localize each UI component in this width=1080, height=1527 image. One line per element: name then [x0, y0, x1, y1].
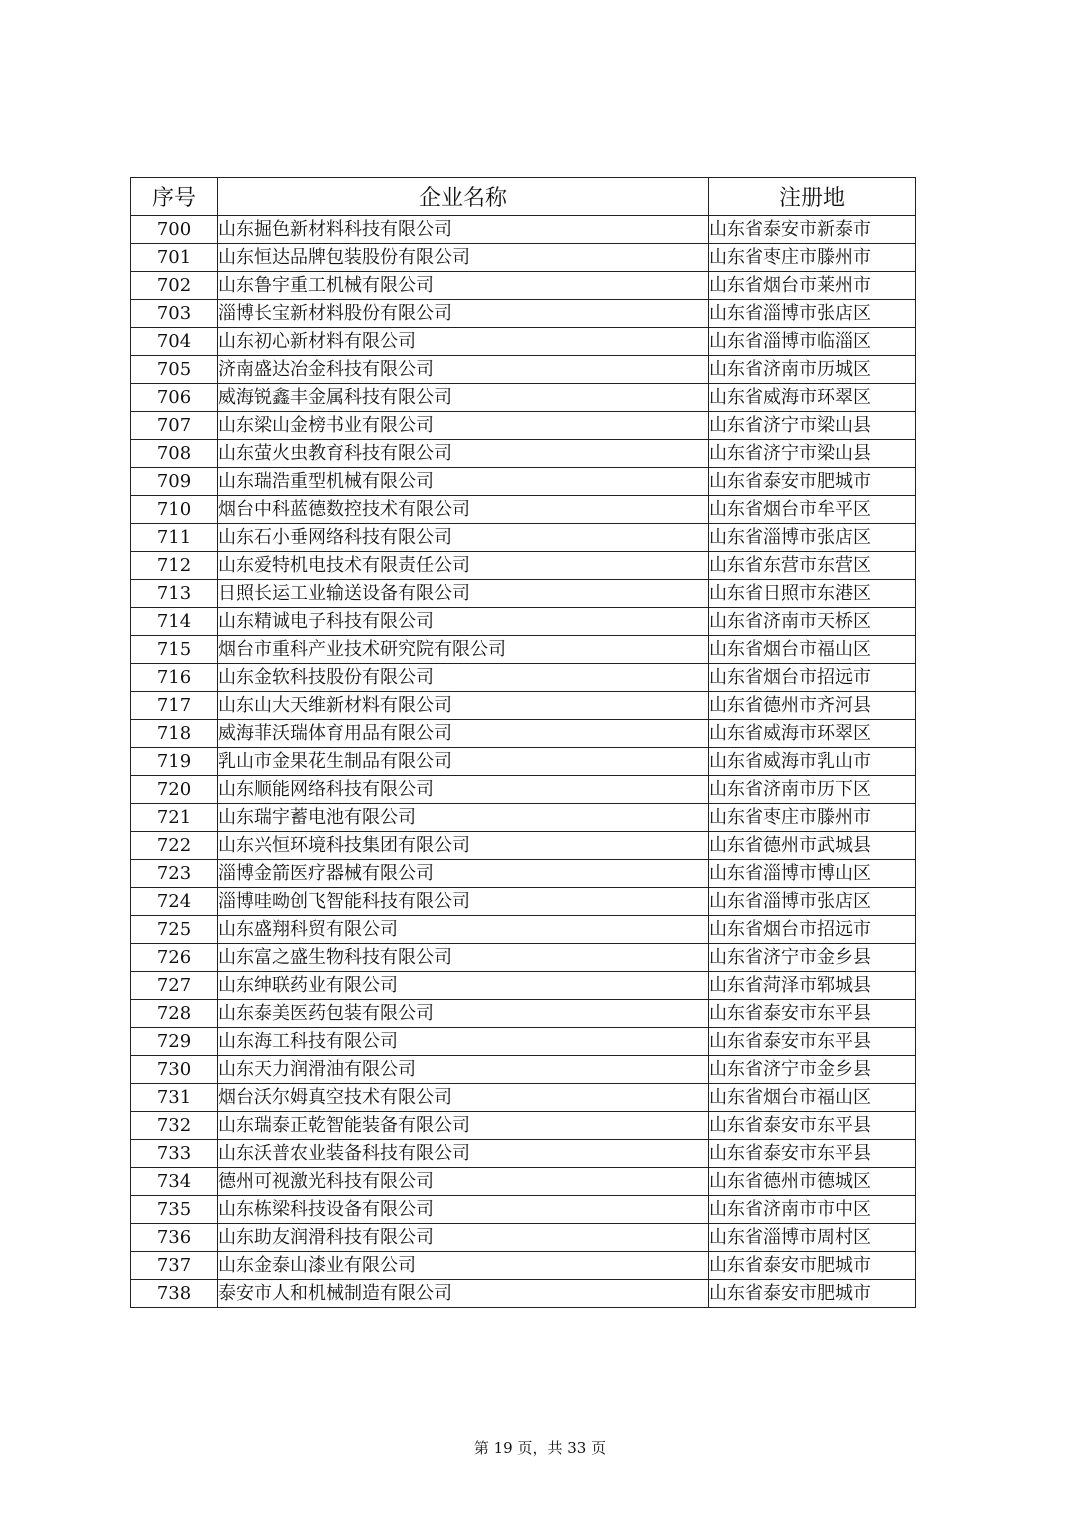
serial-number-cell: 716	[131, 664, 218, 692]
registered-location-cell: 山东省威海市环翠区	[709, 720, 916, 748]
serial-number-cell: 729	[131, 1028, 218, 1056]
enterprise-name-cell: 山东海工科技有限公司	[218, 1028, 709, 1056]
table-row	[131, 552, 916, 580]
table-row	[131, 804, 916, 832]
table-row	[131, 440, 916, 468]
registered-location-cell: 山东省泰安市东平县	[709, 1028, 916, 1056]
table-row	[131, 888, 916, 916]
table-row	[131, 1168, 916, 1196]
table-row	[131, 608, 916, 636]
enterprise-name-cell: 山东天力润滑油有限公司	[218, 1056, 709, 1084]
table-row	[131, 860, 916, 888]
table-row	[131, 1280, 916, 1308]
enterprise-name-cell: 山东兴恒环境科技集团有限公司	[218, 832, 709, 860]
registered-location-cell: 山东省淄博市张店区	[709, 300, 916, 328]
registered-location-cell: 山东省菏泽市郓城县	[709, 972, 916, 1000]
registered-location-cell: 山东省烟台市莱州市	[709, 272, 916, 300]
serial-number-cell: 709	[131, 468, 218, 496]
table-row	[131, 664, 916, 692]
registered-location-cell: 山东省淄博市临淄区	[709, 328, 916, 356]
enterprise-name-cell: 山东助友润滑科技有限公司	[218, 1224, 709, 1252]
registered-location-cell: 山东省济南市市中区	[709, 1196, 916, 1224]
serial-number-cell: 718	[131, 720, 218, 748]
registered-location-cell: 山东省泰安市东平县	[709, 1000, 916, 1028]
serial-number-cell: 711	[131, 524, 218, 552]
enterprise-name-cell: 德州可视激光科技有限公司	[218, 1168, 709, 1196]
table-row	[131, 412, 916, 440]
serial-number-cell: 728	[131, 1000, 218, 1028]
table-row	[131, 720, 916, 748]
table-row	[131, 524, 916, 552]
serial-number-cell: 725	[131, 916, 218, 944]
registered-location-cell: 山东省济南市天桥区	[709, 608, 916, 636]
serial-number-cell: 737	[131, 1252, 218, 1280]
registered-location-cell: 山东省德州市武城县	[709, 832, 916, 860]
serial-number-cell: 707	[131, 412, 218, 440]
page-footer: 第 19 页，共 33 页	[473, 1439, 607, 1457]
enterprise-name-cell: 山东泰美医药包装有限公司	[218, 1000, 709, 1028]
table-row	[131, 1000, 916, 1028]
registered-location-cell: 山东省泰安市东平县	[709, 1140, 916, 1168]
serial-number-cell: 719	[131, 748, 218, 776]
enterprise-name-cell: 山东萤火虫教育科技有限公司	[218, 440, 709, 468]
table-row	[131, 468, 916, 496]
registered-location-cell: 山东省济南市历城区	[709, 356, 916, 384]
table-row	[131, 1112, 916, 1140]
table-row	[131, 272, 916, 300]
table-row	[131, 916, 916, 944]
enterprise-name-cell: 山东鲁宇重工机械有限公司	[218, 272, 709, 300]
table-header-row	[131, 178, 916, 216]
registered-location-cell: 山东省烟台市福山区	[709, 636, 916, 664]
serial-number-cell: 735	[131, 1196, 218, 1224]
enterprise-name-cell: 山东绅联药业有限公司	[218, 972, 709, 1000]
registered-location-cell: 山东省烟台市牟平区	[709, 496, 916, 524]
serial-number-cell: 727	[131, 972, 218, 1000]
table-row	[131, 692, 916, 720]
enterprise-name-cell: 淄博长宝新材料股份有限公司	[218, 300, 709, 328]
enterprise-table	[130, 177, 916, 1308]
registered-location-cell: 山东省淄博市张店区	[709, 524, 916, 552]
serial-number-cell: 731	[131, 1084, 218, 1112]
enterprise-name-cell: 威海菲沃瑞体育用品有限公司	[218, 720, 709, 748]
serial-number-cell: 717	[131, 692, 218, 720]
enterprise-name-cell: 济南盛达冶金科技有限公司	[218, 356, 709, 384]
registered-location-cell: 山东省德州市齐河县	[709, 692, 916, 720]
enterprise-name-cell: 泰安市人和机械制造有限公司	[218, 1280, 709, 1308]
serial-number-cell: 708	[131, 440, 218, 468]
registered-location-cell: 山东省泰安市东平县	[709, 1112, 916, 1140]
enterprise-name-cell: 威海锐鑫丰金属科技有限公司	[218, 384, 709, 412]
header-serial-number: 序号	[131, 178, 218, 216]
table-row	[131, 216, 916, 244]
registered-location-cell: 山东省东营市东营区	[709, 552, 916, 580]
registered-location-cell: 山东省淄博市张店区	[709, 888, 916, 916]
table-row	[131, 776, 916, 804]
serial-number-cell: 721	[131, 804, 218, 832]
table-row	[131, 1028, 916, 1056]
registered-location-cell: 山东省济宁市梁山县	[709, 412, 916, 440]
enterprise-name-cell: 烟台沃尔姆真空技术有限公司	[218, 1084, 709, 1112]
serial-number-cell: 705	[131, 356, 218, 384]
registered-location-cell: 山东省威海市环翠区	[709, 384, 916, 412]
registered-location-cell: 山东省枣庄市滕州市	[709, 804, 916, 832]
table-row	[131, 384, 916, 412]
registered-location-cell: 山东省威海市乳山市	[709, 748, 916, 776]
enterprise-name-cell: 乳山市金果花生制品有限公司	[218, 748, 709, 776]
table-row	[131, 832, 916, 860]
table-row	[131, 944, 916, 972]
table-row	[131, 496, 916, 524]
enterprise-name-cell: 山东瑞宇蓄电池有限公司	[218, 804, 709, 832]
registered-location-cell: 山东省淄博市博山区	[709, 860, 916, 888]
registered-location-cell: 山东省枣庄市滕州市	[709, 244, 916, 272]
serial-number-cell: 720	[131, 776, 218, 804]
enterprise-name-cell: 山东瑞浩重型机械有限公司	[218, 468, 709, 496]
enterprise-name-cell: 山东顺能网络科技有限公司	[218, 776, 709, 804]
enterprise-name-cell: 山东富之盛生物科技有限公司	[218, 944, 709, 972]
registered-location-cell: 山东省泰安市肥城市	[709, 1280, 916, 1308]
enterprise-name-cell: 山东石小垂网络科技有限公司	[218, 524, 709, 552]
serial-number-cell: 732	[131, 1112, 218, 1140]
table-row	[131, 1084, 916, 1112]
table-row	[131, 580, 916, 608]
table-row	[131, 328, 916, 356]
enterprise-name-cell: 烟台中科蓝德数控技术有限公司	[218, 496, 709, 524]
serial-number-cell: 723	[131, 860, 218, 888]
registered-location-cell: 山东省淄博市周村区	[709, 1224, 916, 1252]
serial-number-cell: 703	[131, 300, 218, 328]
table-row	[131, 1196, 916, 1224]
header-registered-location: 注册地	[709, 178, 916, 216]
enterprise-name-cell: 山东梁山金榜书业有限公司	[218, 412, 709, 440]
table-row	[131, 636, 916, 664]
registered-location-cell: 山东省烟台市招远市	[709, 664, 916, 692]
serial-number-cell: 713	[131, 580, 218, 608]
serial-number-cell: 701	[131, 244, 218, 272]
serial-number-cell: 734	[131, 1168, 218, 1196]
enterprise-name-cell: 山东金软科技股份有限公司	[218, 664, 709, 692]
enterprise-name-cell: 山东金泰山漆业有限公司	[218, 1252, 709, 1280]
enterprise-name-cell: 山东瑞泰正乾智能装备有限公司	[218, 1112, 709, 1140]
registered-location-cell: 山东省日照市东港区	[709, 580, 916, 608]
serial-number-cell: 722	[131, 832, 218, 860]
serial-number-cell: 700	[131, 216, 218, 244]
table-row	[131, 972, 916, 1000]
enterprise-name-cell: 烟台市重科产业技术研究院有限公司	[218, 636, 709, 664]
table-row	[131, 300, 916, 328]
enterprise-name-cell: 淄博金箭医疗器械有限公司	[218, 860, 709, 888]
enterprise-name-cell: 日照长运工业输送设备有限公司	[218, 580, 709, 608]
serial-number-cell: 702	[131, 272, 218, 300]
table-row	[131, 244, 916, 272]
enterprise-name-cell: 山东精诚电子科技有限公司	[218, 608, 709, 636]
table-row	[131, 1056, 916, 1084]
registered-location-cell: 山东省济宁市梁山县	[709, 440, 916, 468]
registered-location-cell: 山东省济宁市金乡县	[709, 944, 916, 972]
enterprise-name-cell: 山东沃普农业装备科技有限公司	[218, 1140, 709, 1168]
registered-location-cell: 山东省泰安市肥城市	[709, 468, 916, 496]
serial-number-cell: 712	[131, 552, 218, 580]
enterprise-name-cell: 山东掘色新材料科技有限公司	[218, 216, 709, 244]
registered-location-cell: 山东省德州市德城区	[709, 1168, 916, 1196]
enterprise-name-cell: 山东栋梁科技设备有限公司	[218, 1196, 709, 1224]
table-row	[131, 1140, 916, 1168]
enterprise-name-cell: 山东山大天维新材料有限公司	[218, 692, 709, 720]
registered-location-cell: 山东省烟台市招远市	[709, 916, 916, 944]
registered-location-cell: 山东省济宁市金乡县	[709, 1056, 916, 1084]
serial-number-cell: 736	[131, 1224, 218, 1252]
serial-number-cell: 715	[131, 636, 218, 664]
serial-number-cell: 710	[131, 496, 218, 524]
serial-number-cell: 738	[131, 1280, 218, 1308]
enterprise-name-cell: 山东爱特机电技术有限责任公司	[218, 552, 709, 580]
header-enterprise-name: 企业名称	[218, 178, 709, 216]
serial-number-cell: 730	[131, 1056, 218, 1084]
table-row	[131, 1224, 916, 1252]
enterprise-name-cell: 山东恒达品牌包装股份有限公司	[218, 244, 709, 272]
serial-number-cell: 724	[131, 888, 218, 916]
serial-number-cell: 704	[131, 328, 218, 356]
table-row	[131, 356, 916, 384]
enterprise-name-cell: 山东盛翔科贸有限公司	[218, 916, 709, 944]
serial-number-cell: 733	[131, 1140, 218, 1168]
enterprise-name-cell: 淄博哇呦创飞智能科技有限公司	[218, 888, 709, 916]
table-row	[131, 748, 916, 776]
registered-location-cell: 山东省泰安市新泰市	[709, 216, 916, 244]
table-row	[131, 1252, 916, 1280]
registered-location-cell: 山东省烟台市福山区	[709, 1084, 916, 1112]
registered-location-cell: 山东省济南市历下区	[709, 776, 916, 804]
serial-number-cell: 706	[131, 384, 218, 412]
serial-number-cell: 726	[131, 944, 218, 972]
serial-number-cell: 714	[131, 608, 218, 636]
registered-location-cell: 山东省泰安市肥城市	[709, 1252, 916, 1280]
enterprise-name-cell: 山东初心新材料有限公司	[218, 328, 709, 356]
